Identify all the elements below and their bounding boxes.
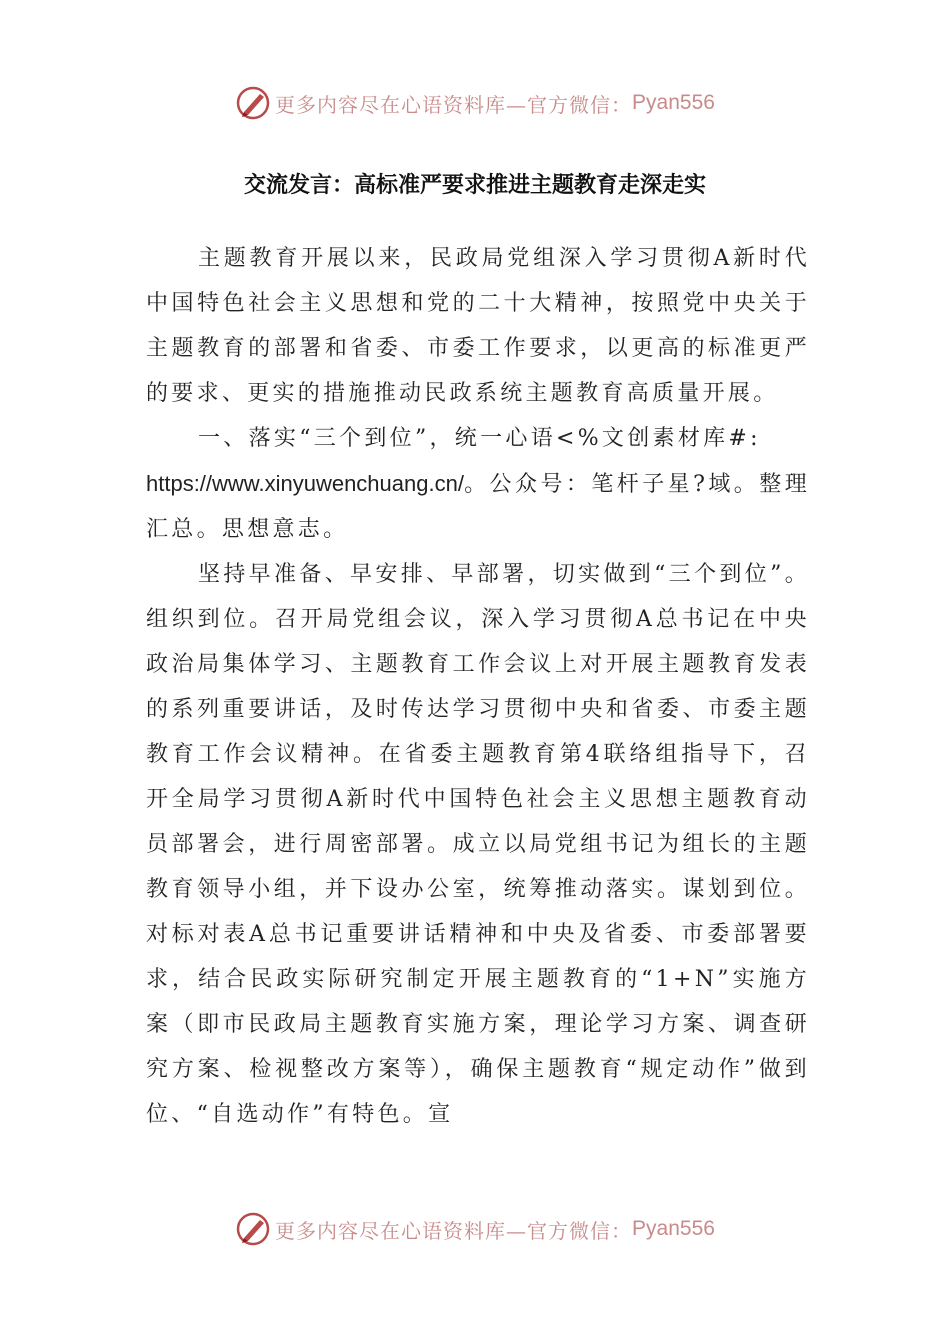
footer-wechat-id: Pyan556 — [632, 1217, 715, 1240]
footer-banner-text: 更多内容尽在心语资料库—官方微信： — [275, 1218, 633, 1243]
document-body — [146, 236, 810, 1137]
paragraph-intro: 主题教育开展以来，民政局党组深入学习贯彻A新时代中国特色社会主义思想和党的二十大精神，按照党中央关于主题教育的部署和省委、市委工作要求，以更高的标准更严的要求、更实的措施推动民政系统主题教育高质量开展。 — [146, 246, 810, 406]
document-title: 交流发言：高标准严要求推进主题教育走深走实 — [243, 172, 706, 198]
pen-logo-icon — [235, 85, 271, 121]
pen-logo-icon — [235, 1211, 271, 1247]
source-url-tail: 。公众号：笔杆子星?域。整理汇总。思想意志。 — [146, 472, 810, 542]
source-url: https://www.xinyuwenchuang.cn/ — [146, 471, 464, 496]
header-banner-text: 更多内容尽在心语资料库—官方微信： — [275, 92, 633, 117]
paragraph-body: 坚持早准备、早安排、早部署，切实做到“三个到位”。组织到位。召开局党组会议，深入学习贯彻A总书记在中央政治局集体学习、主题教育工作会议上对开展主题教育发表的系列重要讲话，及时传达学习贯彻中央和省委、市委主题教育工作会议精神。在省委主题教育第4联络组指导下，召开全局学习贯彻A新时代中国特色社会主义思想主题教育动员部署会，进行周密部署。成立以局党组书记为组长的主题教育领导小组，并下设办公室，统筹推动落实。谋划到位。对标对表A总书记重要讲话精神和中央及省委、市委部署要求，结合民政实际研究制定开展主题教育的“1+N”实施方案（即市民政局主题教育实施方案，理论学习方案、调查研究方案、检视整改方案等），确保主题教育“规定动作”做到位、“自选动作”有特色。宣 — [146, 562, 810, 1127]
paragraph-section-heading: 一、落实“三个到位”，统一心语<%文创素材库#: — [198, 426, 761, 451]
header-banner — [0, 83, 950, 123]
paragraph-url-line — [146, 461, 810, 552]
header-wechat-id: Pyan556 — [632, 91, 715, 114]
footer-banner — [0, 1209, 950, 1249]
